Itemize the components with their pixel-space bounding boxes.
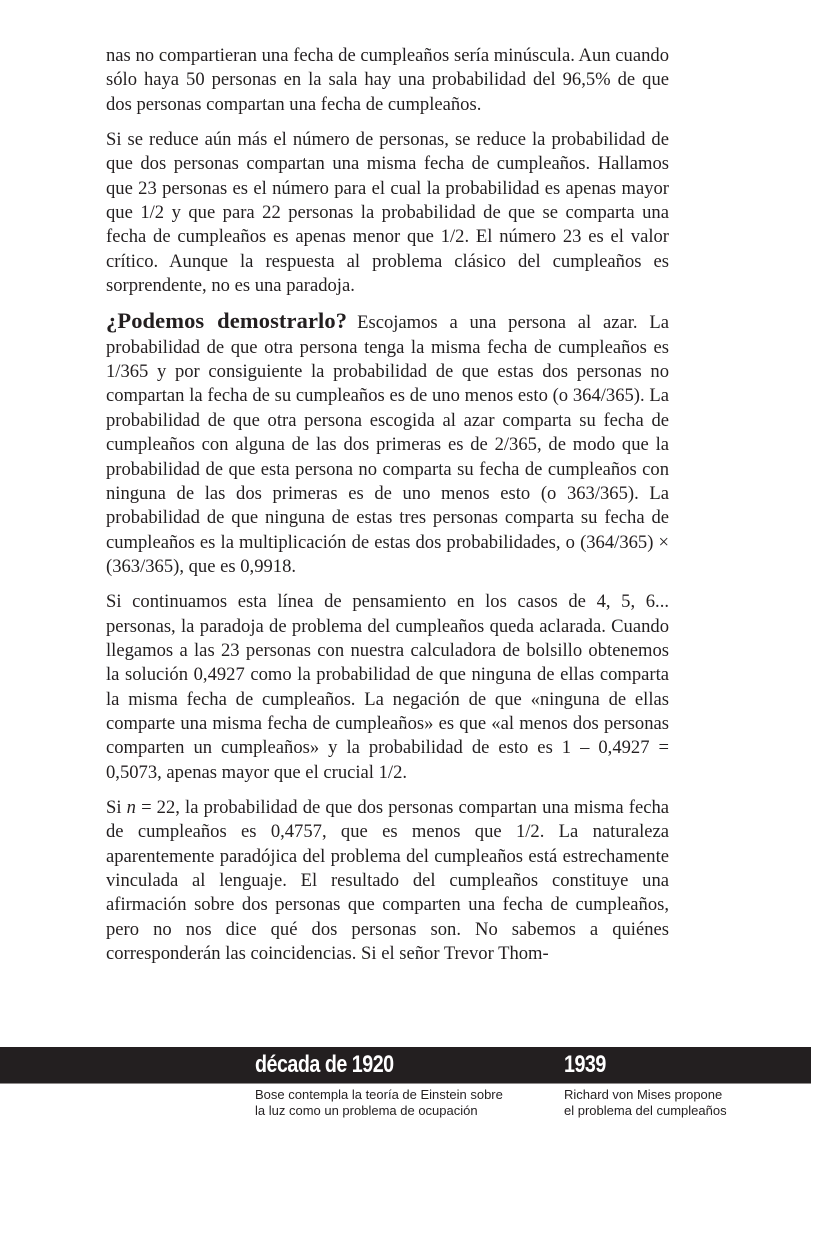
paragraph <box>106 796 669 966</box>
variable-n: n <box>126 796 136 818</box>
timeline-description-line: Richard von Mises propone <box>564 1087 723 1102</box>
paragraph: Si se reduce aún más el número de personas, se reduce la probabilidad de que dos personas compartan una misma fecha de cumpleaños. Hallamos que 23 personas es el número para el cual la probabilidad es apenas mayor que 1/2 y que para 22 personas la probabilidad de que se comparta una fecha de cumpleaños es apenas menor que 1/2. El número 23 es el valor crítico. Aunque la respuesta al problema clásico del cumpleaños es sorprendente, no es una paradoja. <box>106 129 669 297</box>
body-text <box>106 44 669 977</box>
timeline-band <box>0 1047 811 1084</box>
timeline-description-line: el problema del cumpleaños <box>564 1103 727 1118</box>
paragraph-text: = 22, la probabilidad de que dos personas compartan una misma fecha de cumpleaños es 0,4757, que es menos que 1/2. La naturaleza aparentemente paradójica del problema del cumpleaños está estrechamente vinculada al lenguaje. El resultado del cumpleaños constituye una afirmación sobre dos personas que comparten una fecha de cumpleaños, pero no nos dice qué dos personas son. No sabemos a quiénes corresponderán las coincidencias. Si el señor Trevor Thom- <box>106 796 669 965</box>
section-heading: ¿Podemos demostrarlo? <box>106 308 348 334</box>
timeline-description-line: Bose contempla la teoría de Einstein sobre <box>255 1087 503 1102</box>
timeline-entry-description <box>564 1087 727 1119</box>
paragraph-prefix: Si <box>106 796 127 818</box>
paragraph <box>106 309 669 579</box>
timeline-description-line: la luz como un problema de ocupación <box>255 1103 478 1118</box>
timeline-entry-title: década de 1920 <box>255 1051 394 1078</box>
paragraph-text: Escojamos a una persona al azar. La probabilidad de que otra persona tenga la misma fecha de cumpleaños es 1/365 y por consiguiente la probabilidad de que estas dos personas no compartan la fecha de su cumpleaños es de uno menos esto (o 364/365). La probabilidad de que otra persona escogida al azar comparta su fecha de cumpleaños con alguna de las dos primeras es de 2/365, de modo que la probabilidad de que esta persona no comparta su fecha de cumpleaños con ninguna de las dos primeras es de uno menos esto (o 363/365). La probabilidad de que ninguna de estas tres personas comparta su fecha de cumpleaños es la multiplicación de estas dos probabilidades, o (364/365) × (363/365), que es 0,9918. <box>106 312 669 577</box>
paragraph: Si continuamos esta línea de pensamiento en los casos de 4, 5, 6... personas, la paradoja de problema del cumpleaños queda aclarada. Cuando llegamos a las 23 personas con nuestra calculadora de bolsillo obtenemos la solución 0,4927 como la probabilidad de que ninguna de ellas comparta la misma fecha de cumpleaños. La negación de que «ninguna de ellas comparte una misma fecha de cumpleaños» es que «al menos dos personas comparten un cumpleaños» y la probabilidad de esto es 1 – 0,4927 = 0,5073, apenas mayor que el crucial 1/2. <box>106 591 669 783</box>
paragraph: nas no compartieran una fecha de cumpleaños sería minúscula. Aun cuando sólo haya 50 personas en la sala hay una probabilidad del 96,5% de que dos personas compartan una fecha de cumpleaños. <box>106 45 669 115</box>
timeline-entry-description <box>255 1087 503 1119</box>
timeline-entry-title: 1939 <box>564 1051 606 1078</box>
